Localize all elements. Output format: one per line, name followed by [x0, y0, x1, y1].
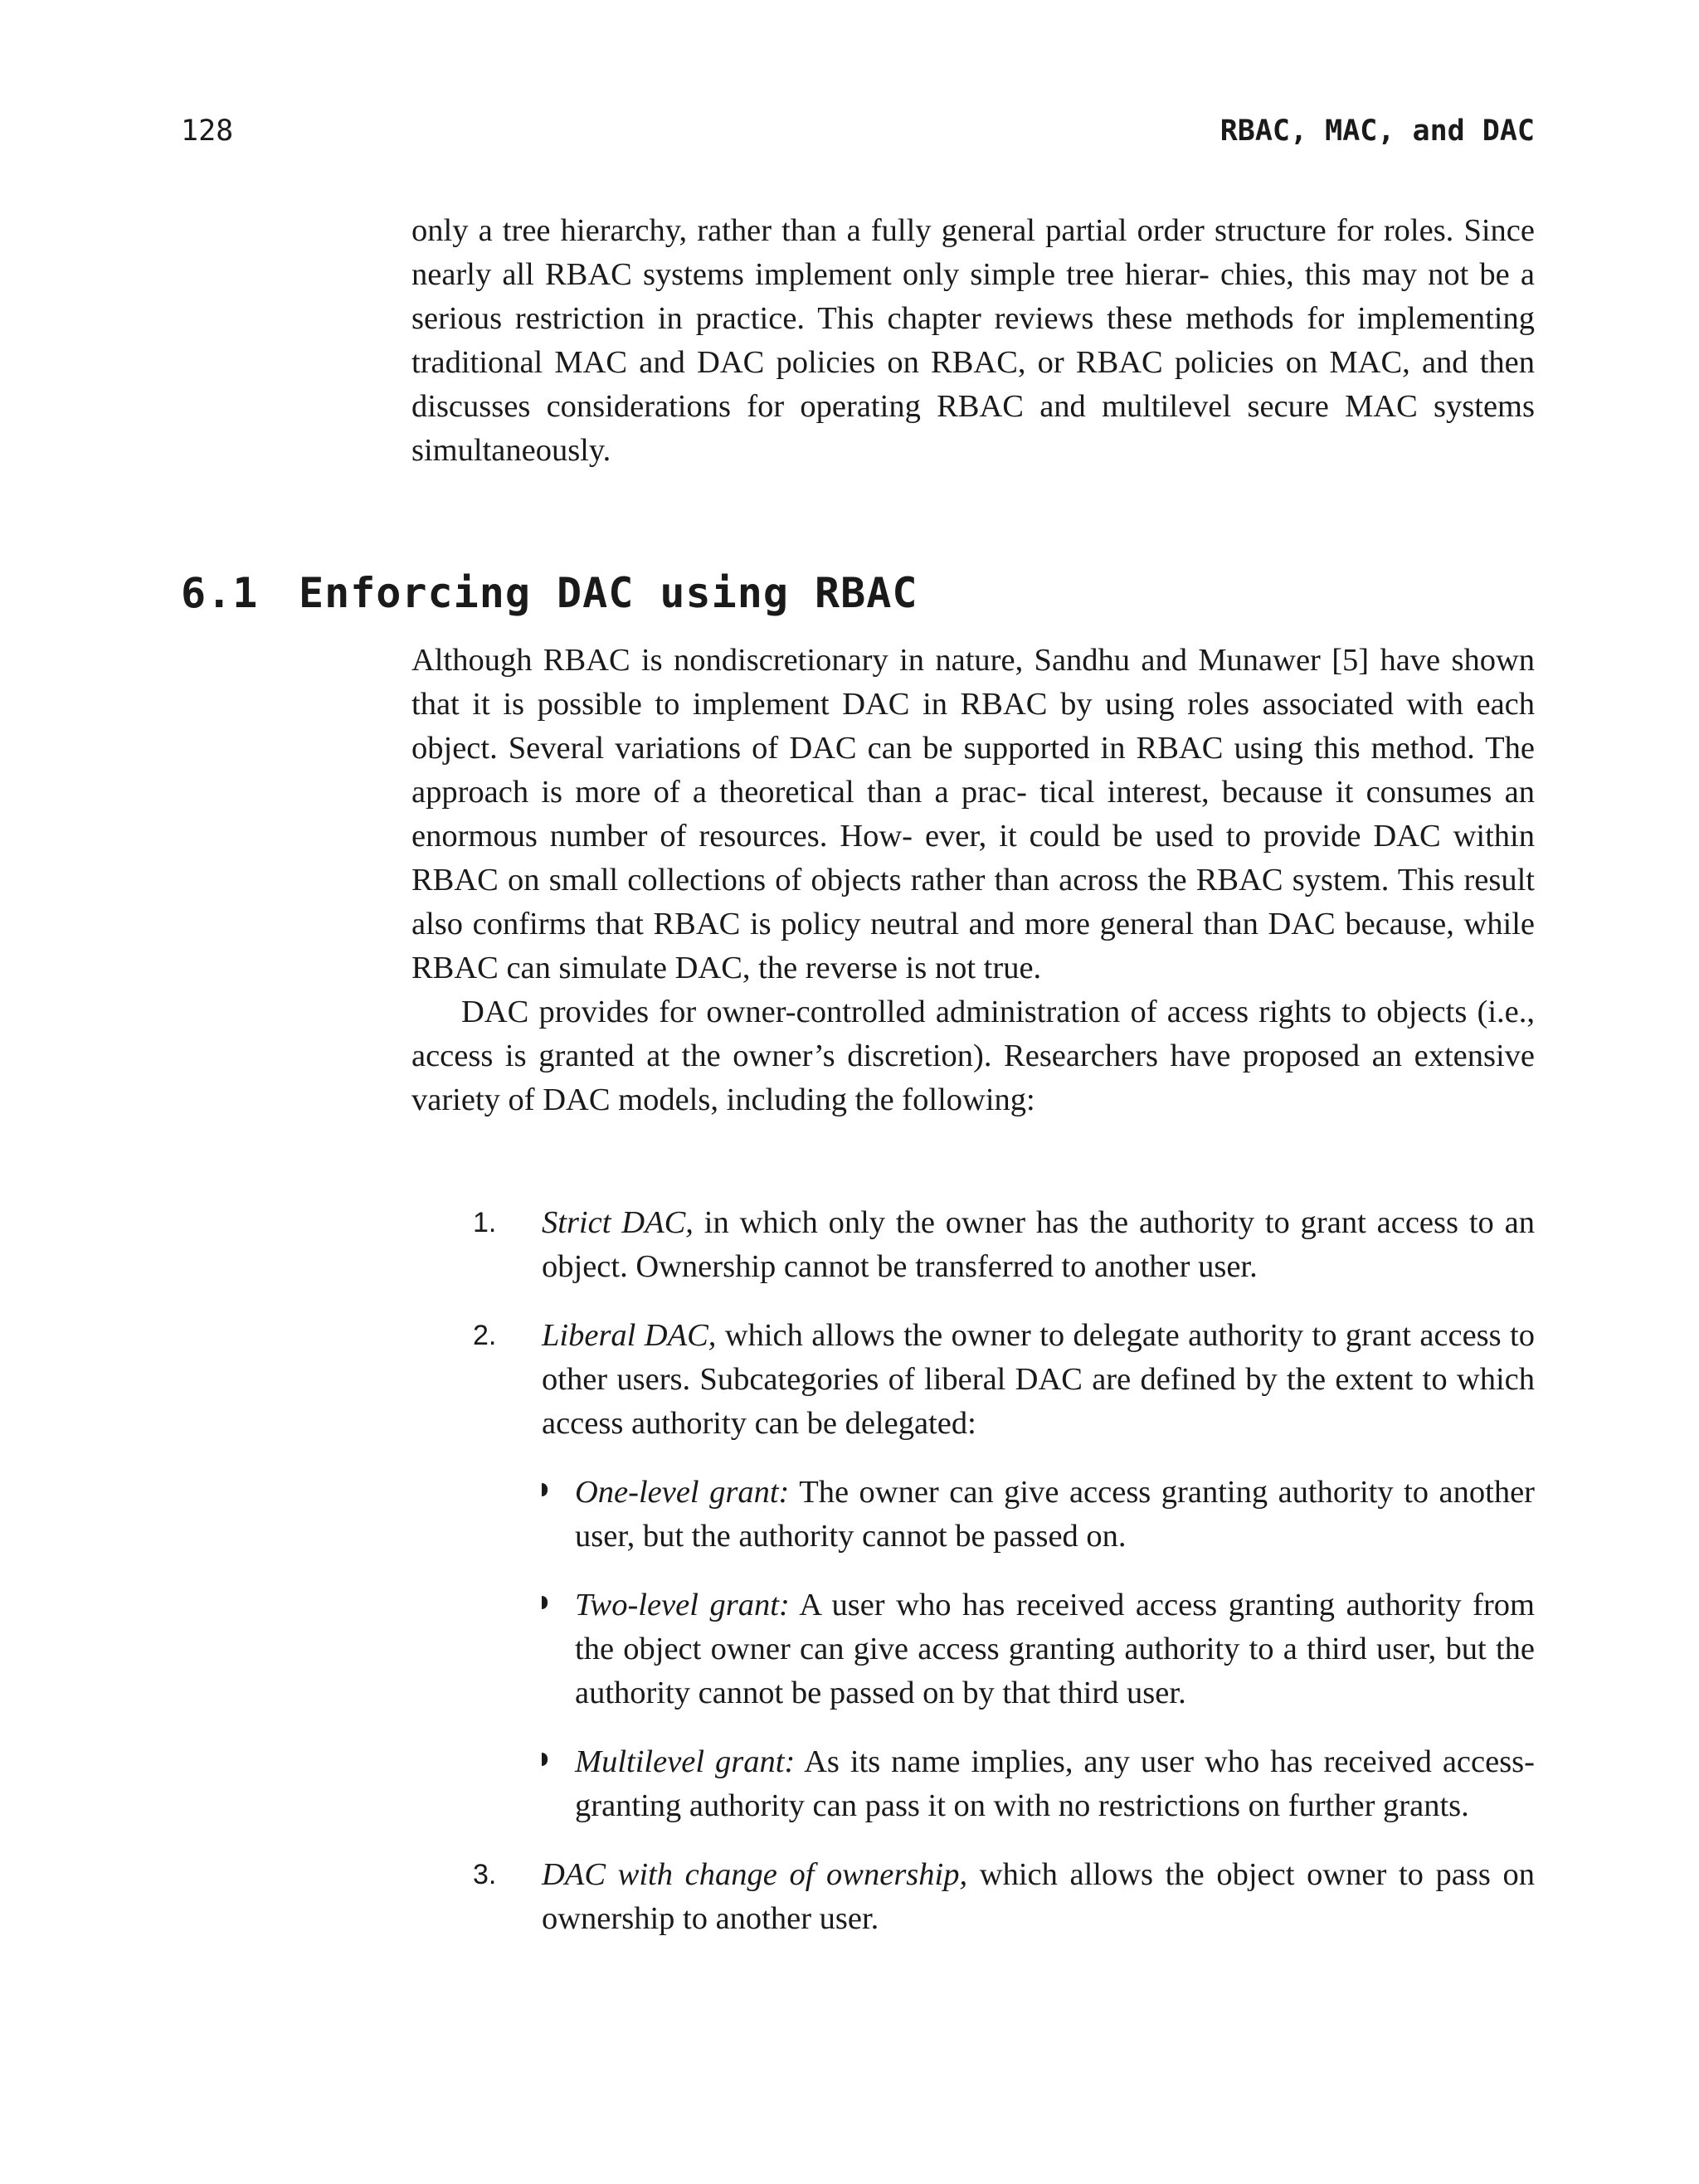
- list-text: which allows the owner to delegate authority to grant access to other users. Subcategories of liberal DAC are defined by the extent to which access authority can be delegated:: [542, 1318, 1535, 1441]
- section-heading: [181, 569, 918, 617]
- chapter-title: RBAC, MAC, and DAC: [1219, 114, 1535, 148]
- bullet-term: One-level grant:: [575, 1475, 790, 1510]
- intro-paragraph: only a tree hierarchy, rather than a fully general partial order structure for roles. Since nearly all RBAC systems implement only simple tree hierar- chies, this may not be a serious restriction in practice. This chapter reviews these methods for implementing traditional MAC and DAC policies on RBAC, or RBAC policies on MAC, and then discusses considerations for operating RBAC and multilevel secure MAC systems simultaneously.: [411, 213, 1535, 468]
- bullet-item: [542, 1583, 1535, 1715]
- running-head: [181, 114, 1535, 154]
- dac-model-list: [411, 1201, 1535, 1966]
- bullet-term: Two-level grant:: [575, 1588, 790, 1622]
- bullet-text: A user who has received access granting authority from the object owner can give access granting authority to a third user, but the authority cannot be passed on by that third user.: [575, 1588, 1535, 1710]
- list-item: [411, 1853, 1535, 1941]
- paragraph: Although RBAC is nondiscretionary in nature, Sandhu and Munawer [5] have shown that it is possible to implement DAC in RBAC by using roles associated with each object. Several variations of DAC can be supported in RBAC using this method. The approach is more of a theoretical than a prac- tical interest, because it consumes an enormous number of resources. How- ever, it could be used to provide DAC within RBAC on small collections of objects rather than across the RBAC system. This result also confirms that RBAC is policy neutral and more general than DAC because, while RBAC can simulate DAC, the reverse is not true.: [411, 643, 1535, 985]
- bullet-item: [542, 1471, 1535, 1559]
- page-number: 128: [181, 114, 234, 148]
- intro-text: [411, 209, 1535, 473]
- section-title: Enforcing DAC using RBAC: [299, 569, 918, 617]
- list-item: [411, 1314, 1535, 1828]
- list-term: Liberal DAC,: [542, 1318, 717, 1353]
- liberal-dac-subcategory-list: [542, 1471, 1535, 1828]
- list-text: which allows the object owner to pass on ownership to another user.: [542, 1857, 1536, 1936]
- bullet-text: As its name implies, any user who has received access-granting authority can pass it on with no restrictions on further grants.: [575, 1744, 1535, 1823]
- bullet-icon: [542, 1483, 548, 1496]
- list-number: 1.: [473, 1207, 497, 1238]
- list-number: 3.: [473, 1859, 497, 1890]
- list-term: Strict DAC,: [542, 1205, 694, 1240]
- paragraph: DAC provides for owner-controlled administration of access rights to objects (i.e., access is granted at the owner’s discretion). Researchers have proposed an extensive variety of DAC models, including the following:: [411, 995, 1535, 1117]
- bullet-item: [542, 1740, 1535, 1828]
- bullet-icon: [542, 1753, 548, 1766]
- section-number: 6.1: [181, 569, 259, 617]
- section-body: [411, 639, 1535, 1122]
- bullet-text: The owner can give access granting authority to another user, but the authority cannot be passed on.: [575, 1475, 1535, 1554]
- list-term: DAC with change of ownership,: [542, 1857, 968, 1892]
- bullet-icon: [542, 1596, 548, 1609]
- list-number: 2.: [473, 1320, 497, 1351]
- list-item: [411, 1201, 1535, 1289]
- list-text: in which only the owner has the authority to grant access to an object. Ownership cannot be transferred to another user.: [542, 1205, 1535, 1284]
- bullet-term: Multilevel grant:: [575, 1744, 796, 1779]
